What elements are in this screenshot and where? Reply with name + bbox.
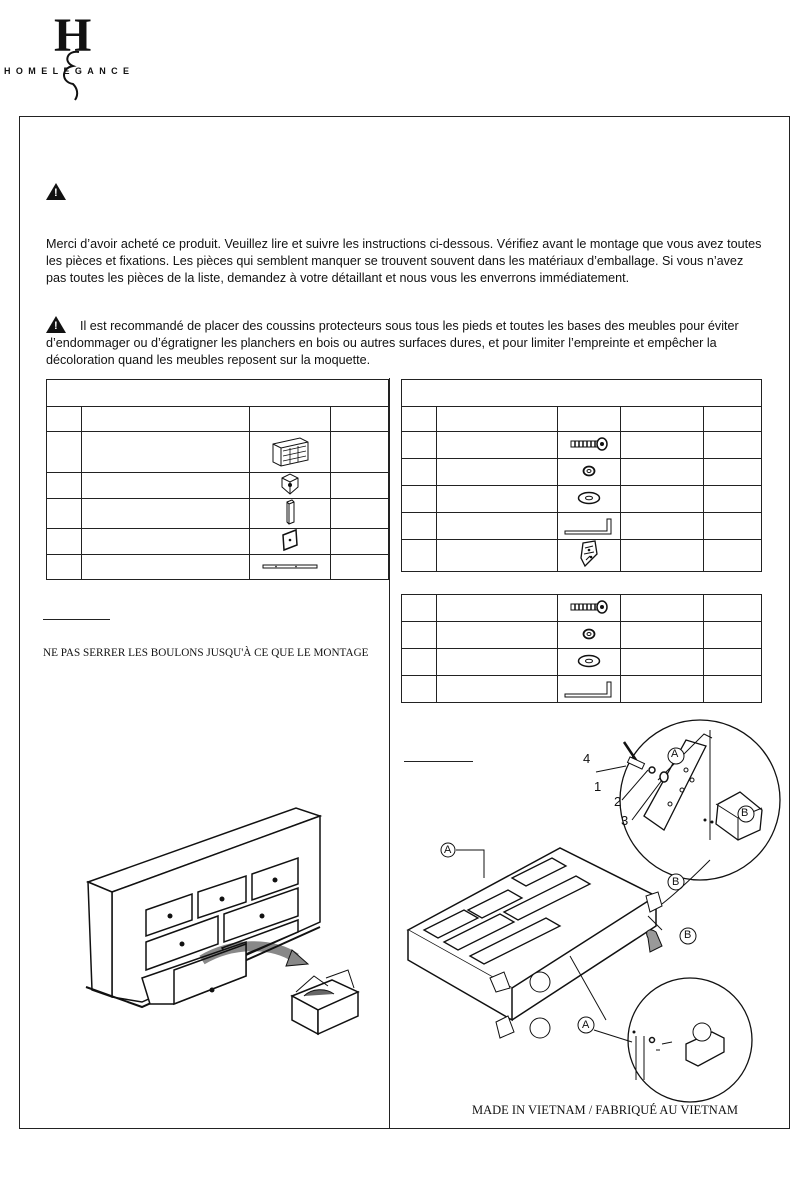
callout-a: A bbox=[671, 748, 679, 760]
panel-icon bbox=[281, 529, 299, 551]
column-divider bbox=[389, 378, 390, 1128]
lock-washer-icon bbox=[582, 628, 596, 640]
bolt-icon bbox=[569, 437, 609, 451]
callout-1: 1 bbox=[594, 779, 602, 794]
rail-icon bbox=[262, 562, 318, 570]
table-row bbox=[402, 649, 762, 676]
table-row bbox=[402, 676, 762, 703]
table-row bbox=[47, 473, 389, 499]
callout-a: A bbox=[582, 1019, 590, 1031]
warning-paragraph bbox=[46, 318, 762, 369]
table-row bbox=[47, 555, 389, 580]
table-header-row bbox=[402, 380, 762, 407]
hardware-table-bottom bbox=[401, 594, 762, 703]
callout-3: 3 bbox=[621, 813, 629, 828]
table-row bbox=[402, 407, 762, 432]
warning-text: Il est recommandé de placer des coussins protecteurs sous tous les pieds et toutes les bases des meubles pour éviter d’endommager ou d’égratigner les planchers en bois ou autres surfaces dures, et pour limiter l’empreinte et empêcher la décoloration quand les meubles reposent sur la moquette. bbox=[46, 319, 739, 367]
table-row bbox=[402, 459, 762, 486]
bracket-icon bbox=[577, 540, 601, 568]
warning-icon bbox=[46, 183, 66, 200]
assembly-illustration bbox=[400, 720, 790, 1080]
dresser-unpacking-illustration bbox=[82, 782, 372, 1042]
logo-wordmark: HOMELEGANCE bbox=[4, 66, 135, 76]
table-row bbox=[402, 486, 762, 513]
hardware-table-top bbox=[401, 379, 762, 572]
brand-logo bbox=[4, 9, 164, 96]
parts-table-left bbox=[46, 379, 389, 580]
callout-b: B bbox=[672, 876, 680, 888]
callout-4: 4 bbox=[583, 751, 591, 766]
table-row bbox=[47, 407, 389, 432]
callout-b: B bbox=[684, 929, 692, 941]
table-row bbox=[47, 529, 389, 555]
allen-key-icon bbox=[563, 678, 615, 698]
table-row bbox=[47, 432, 389, 473]
lock-washer-icon bbox=[582, 465, 596, 477]
leg-bracket-icon bbox=[280, 473, 300, 495]
flat-washer-icon bbox=[577, 654, 601, 668]
table-row bbox=[402, 432, 762, 459]
bolt-icon bbox=[569, 600, 609, 614]
dresser-icon bbox=[270, 434, 310, 468]
table-row bbox=[47, 499, 389, 529]
flat-washer-icon bbox=[577, 491, 601, 505]
step-instruction: NE PAS SERRER LES BOULONS JUSQU'À CE QUE LE MONTAGE bbox=[43, 647, 369, 659]
allen-key-icon bbox=[563, 515, 615, 535]
table-row bbox=[402, 513, 762, 540]
table-row bbox=[402, 595, 762, 622]
callout-2: 2 bbox=[614, 794, 622, 809]
intro-paragraph: Merci d’avoir acheté ce produit. Veuillez lire et suivre les instructions ci-dessous. Vérifiez avant le montage que vous avez toutes les pièces et fixations. Les pièces qui semblent manquer se trouvent souvent dans les matériaux d’emballage. Si vous n’avez pas toutes les pièces de la liste, demandez à votre détaillant et nous vous les enverrons immédiatement. bbox=[46, 237, 762, 285]
table-header-row bbox=[47, 380, 389, 407]
logo-monogram: H bbox=[54, 9, 92, 62]
callout-b: B bbox=[741, 807, 749, 819]
step-heading-underline-left bbox=[43, 619, 110, 620]
made-in-label: MADE IN VIETNAM / FABRIQUÉ AU VIETNAM bbox=[472, 1103, 738, 1117]
leg-icon bbox=[284, 499, 296, 525]
table-row bbox=[402, 540, 762, 572]
callout-a: A bbox=[444, 844, 452, 856]
table-row bbox=[402, 622, 762, 649]
